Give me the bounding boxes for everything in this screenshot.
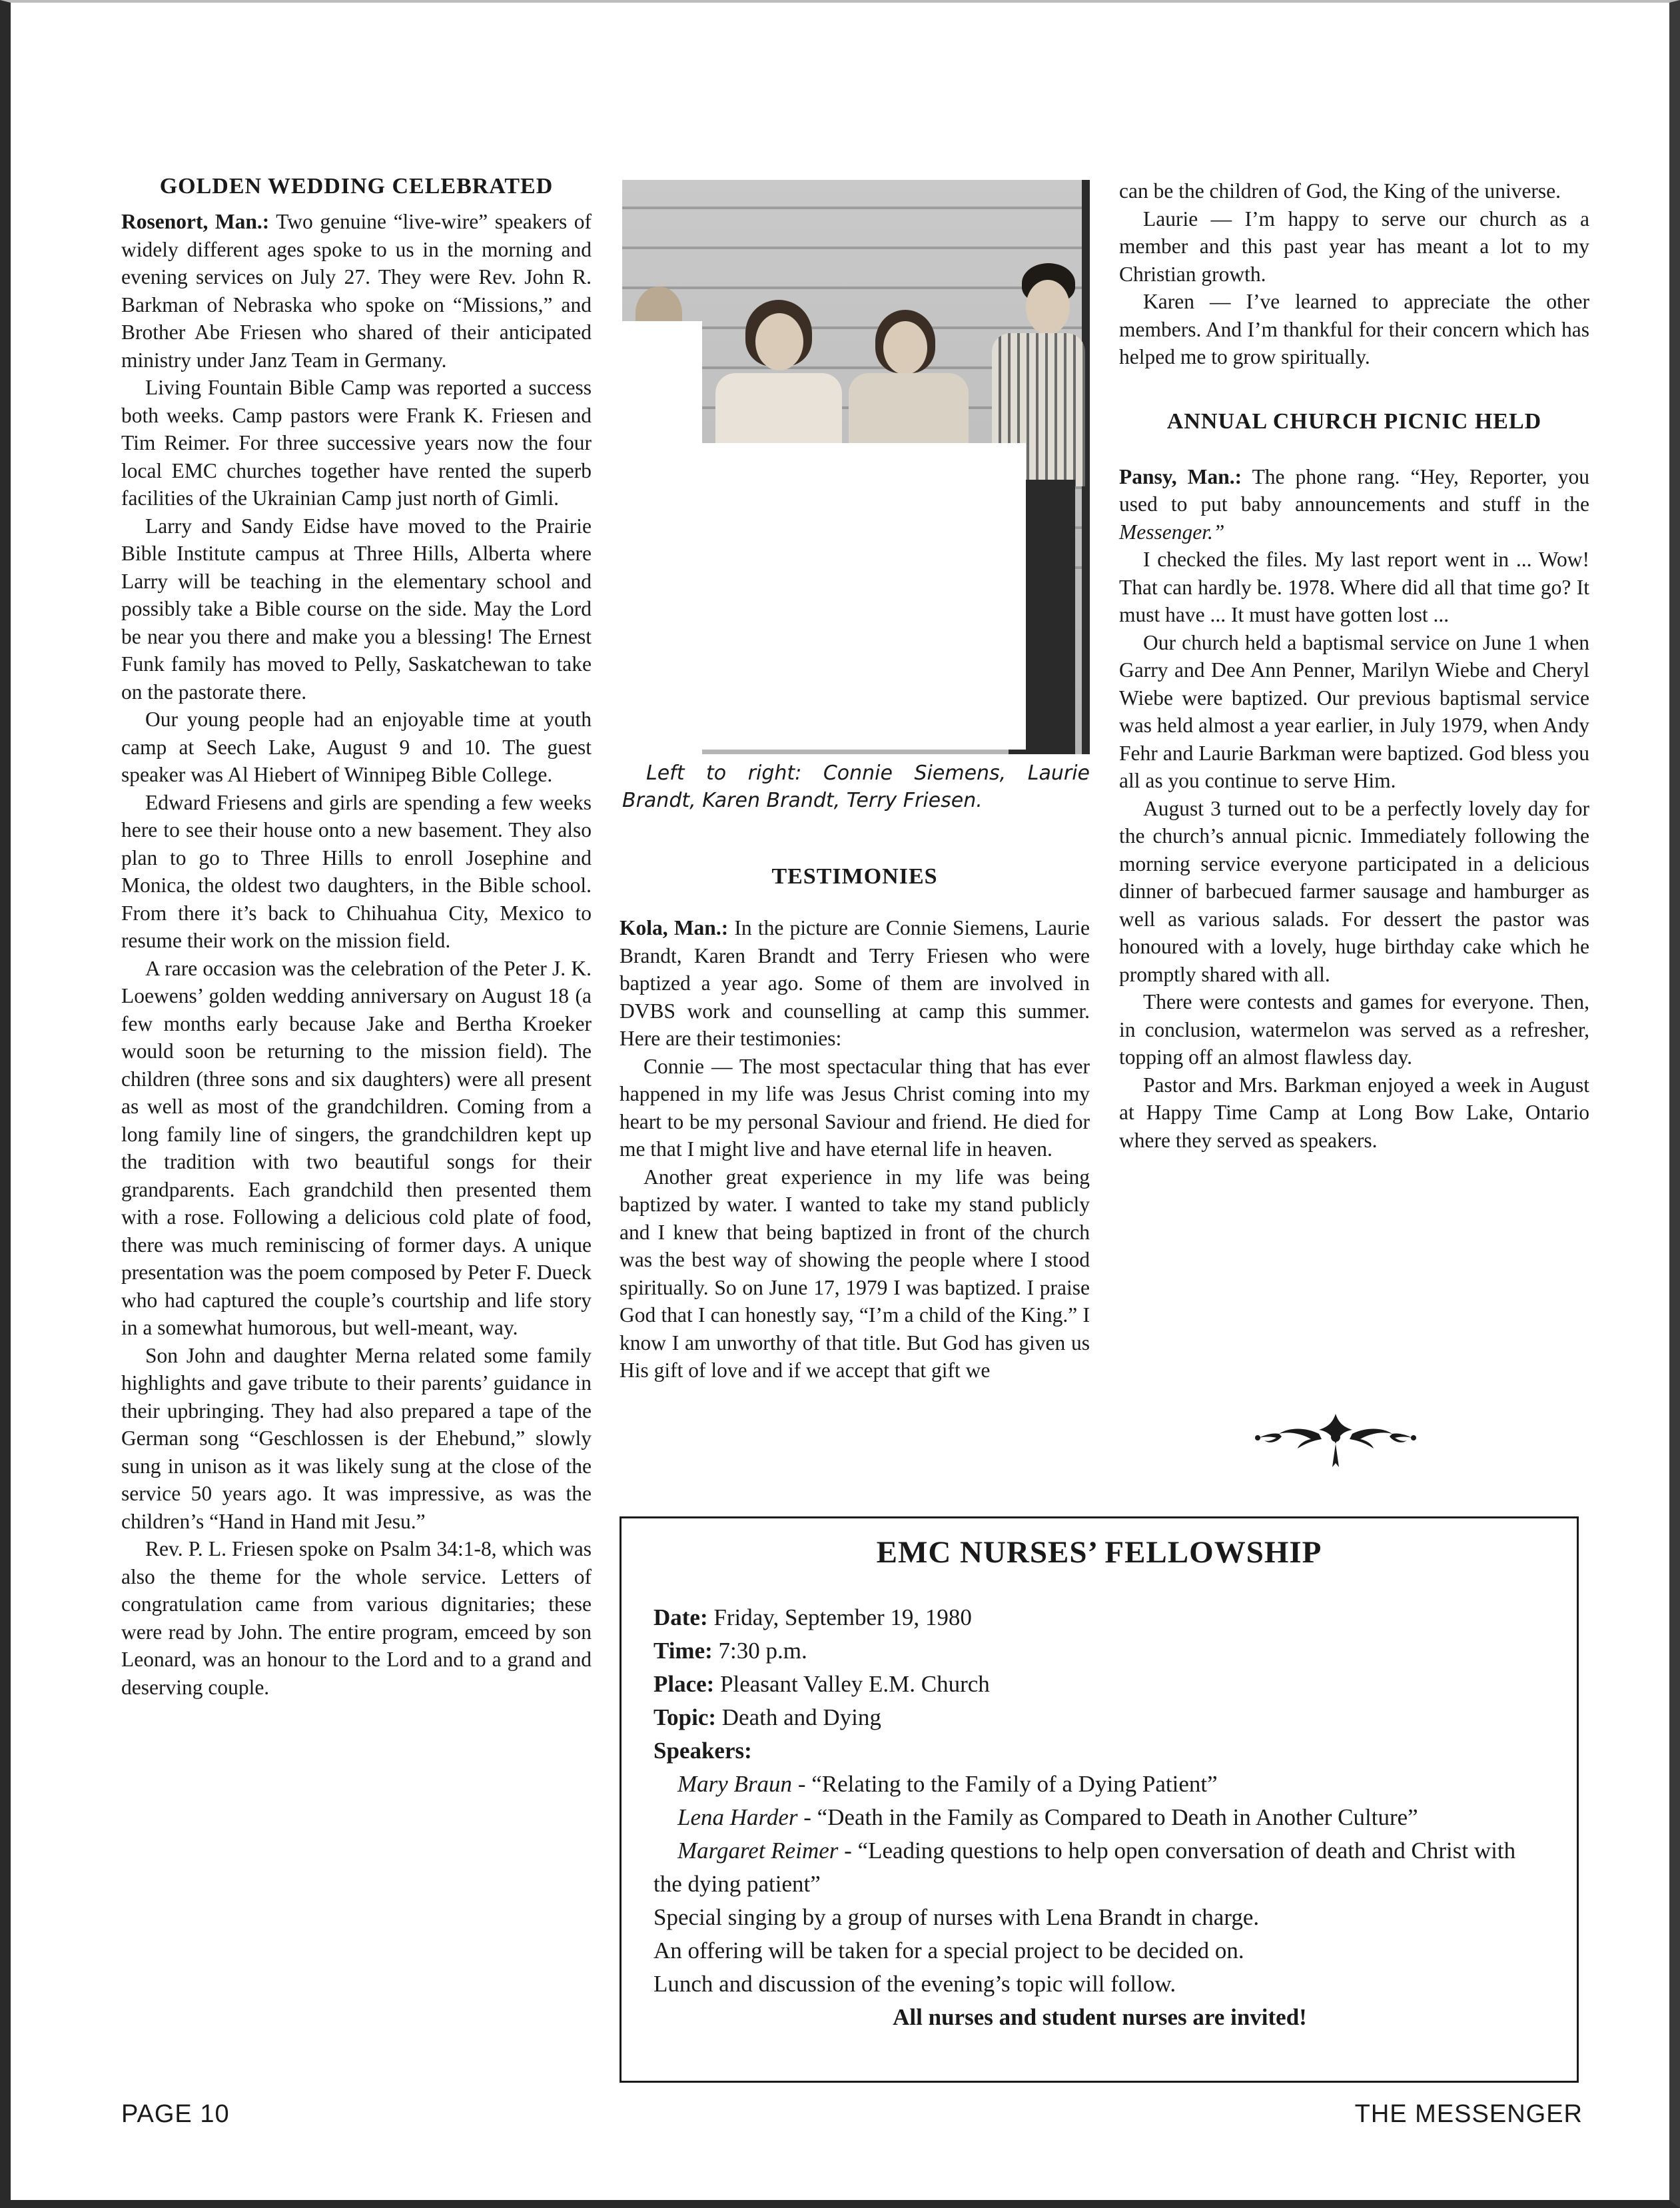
article-paragraph: Our church held a baptismal service on June 1 when Garry and Dee Ann Penner, Marilyn Wiebe and Cheryl Wiebe were baptized. Our previous baptismal service was held almost a year earlier, in July 1979, when Andy Fehr and Laurie Barkman were baptized. God bless you all as you continue to serve Him. <box>1119 630 1589 792</box>
article-paragraph: can be the children of God, the King of the universe. <box>1119 179 1561 203</box>
article-paragraph: Laurie — I’m happy to serve our church as a member and this past year has meant a lot to my Christian growth. <box>1119 207 1589 286</box>
nurses-fellowship-notice <box>620 1516 1579 2083</box>
notice-label: Time: <box>653 1638 713 1664</box>
speaker-entry <box>653 1801 1546 1834</box>
article-paragraph: A rare occasion was the celebration of the Peter J. K. Loewens’ golden wedding anniversary on August 18 (a few months early because Jake and Bertha Kroeker would soon be returning to the mission field). The children (three sons and six daughters) were all present as well as most of the grandchildren. Coming from a long family line of singers, the grandchildren kept up the tradition with two beautiful songs for their grandparents. Each grandchild then presented them with a rose. Following a delicious cold plate of food, there was much reminiscing of former days. A unique presentation was the poem composed by Peter F. Dueck who had captured the couple’s courtship and life story in a somewhat humorous, but well-meant, way. <box>121 956 592 1339</box>
notice-time <box>653 1634 1546 1668</box>
article-paragraph: I checked the files. My last report went in ... Wow! That can hardly be. 1978. Where did all that time go? It must have ... It must have gotten lost ... <box>1119 548 1589 626</box>
notice-label: Place: <box>653 1671 715 1697</box>
article-paragraph: Edward Friesens and girls are spending a few weeks here to see their house onto a new basement. They also plan to go to Three Hills to enroll Josephine and Monica, the oldest two daughters, in the Bible school. From there it’s back to Chihuahua City, Mexico to resume their work on the mission field. <box>121 790 592 952</box>
article-paragraph <box>620 914 1090 1053</box>
article-paragraph: Rev. P. L. Friesen spoke on Psalm 34:1-8, which was also the theme for the whole service. Letters of congratulation came from various dignitaries; these were read by John. The entire program, emceed by son Leonard, was an honour to the Lord and to a grand and deserving couple. <box>121 1537 592 1699</box>
notice-offering: An offering will be taken for a special project to be decided on. <box>653 1937 1244 1963</box>
article-paragraph: Connie — The most spectacular thing that has ever happened in my life was Jesus Christ coming into my heart to be my personal Saviour and friend. He died for me that I might live and have eternal life in heaven. <box>620 1054 1090 1161</box>
speaker-talk: - “Death in the Family as Compared to Death in Another Culture” <box>797 1804 1418 1830</box>
headline-annual-picnic: ANNUAL CHURCH PICNIC HELD <box>1166 408 1542 434</box>
speaker-talk: - “Leading questions to help open conversation of death and Christ with the dying patient” <box>653 1838 1516 1897</box>
notice-date <box>653 1601 1546 1634</box>
speaker-name: Mary Braun <box>677 1771 793 1797</box>
publication-name: Messenger.” <box>1119 520 1225 544</box>
group-photo <box>622 180 1090 754</box>
article-paragraph <box>1119 463 1589 546</box>
column-1 <box>121 173 592 1701</box>
headline-golden-wedding: GOLDEN WEDDING CELEBRATED <box>159 174 554 199</box>
article-paragraph: Another great experience in my life was being baptized by water. I wanted to take my stand publicly and I knew that being baptized in front of the church was the best way of showing the people where I stood spiritually. So on June 17, 1979 I was baptized. I praise God that I can honestly say, “I’m a child of the King.” I know I am unworthy of that title. But God has given us His gift of love and if we accept that gift we <box>620 1165 1090 1382</box>
dateline: Pansy, Man.: <box>1119 464 1242 488</box>
notice-title: EMC NURSES’ FELLOWSHIP <box>876 1535 1322 1570</box>
notice-lunch: Lunch and discussion of the evening’s topic will follow. <box>653 1971 1176 1997</box>
article-paragraph: Karen — I’ve learned to appreciate the other members. And I’m thankful for their concern which has helped me to grow spiritually. <box>1119 290 1589 368</box>
dateline: Rosenort, Man.: <box>121 210 270 233</box>
column-2 <box>620 863 1090 1384</box>
paragraph-text: The phone rang. “Hey, Reporter, you used to put baby announcements and stuff in the <box>1119 464 1589 516</box>
notice-singing: Special singing by a group of nurses with Lena Brandt in charge. <box>653 1904 1260 1930</box>
paragraph-text: In the picture are Connie Siemens, Laurie Brandt, Karen Brandt and Terry Friesen who were baptized a year ago. Some of them are involved in DVBS work and counselling at camp this summer. Here are their testimonies: <box>620 916 1090 1050</box>
notice-body <box>653 1601 1546 2034</box>
notice-label: Date: <box>653 1604 708 1630</box>
column-3 <box>1119 177 1589 1154</box>
speaker-entry <box>653 1768 1546 1801</box>
notice-label: Topic: <box>653 1704 717 1730</box>
article-paragraph: Son John and daughter Merna related some family highlights and gave tribute to their parents’ guidance in their upbringing. They had also prepared a tape of the German song “Geschlossen is der Ehebund,” slowly sung in unison as it was likely sung at the close of the service 50 years ago. It was impressive, as was the children’s “Hand in Hand mit Jesu.” <box>121 1343 592 1533</box>
headline-testimonies: TESTIMONIES <box>771 864 938 889</box>
notice-place <box>653 1668 1546 1701</box>
notice-invitation: All nurses and student nurses are invited! <box>893 2004 1307 2030</box>
article-paragraph: There were contests and games for everyone. Then, in conclusion, watermelon was served as a refresher, topping off an almost flawless day. <box>1119 990 1589 1069</box>
speaker-name: Lena Harder <box>677 1804 798 1830</box>
paragraph-text: Two genuine “live-wire” speakers of widely different ages spoke to us in the morning and evening services on July 27. They were Rev. John R. Barkman of Nebraska who spoke on “Missions,” and Brother Abe Friesen who shared of their anticipated ministry under Janz Team in Germany. <box>121 210 592 372</box>
notice-value: Death and Dying <box>716 1704 881 1730</box>
page-number: PAGE 10 <box>121 2100 230 2128</box>
article-paragraph: August 3 turned out to be a perfectly lovely day for the church’s annual picnic. Immediately following the morning service everyone participated in a delicious dinner of barbecued farmer sausage and hamburger as well as various salads. For dessert the pastor was honoured with a lovely, huge birthday cake which he promptly shared with all. <box>1119 796 1589 986</box>
article-paragraph: Our young people had an enjoyable time at youth camp at Seech Lake, August 9 and 10. The guest speaker was Al Hiebert of Winnipeg Bible College. <box>121 708 592 786</box>
notice-speakers-label: Speakers: <box>653 1738 752 1764</box>
notice-value: Friday, September 19, 1980 <box>707 1604 972 1630</box>
notice-value: 7:30 p.m. <box>712 1638 807 1664</box>
dateline: Kola, Man.: <box>620 916 729 939</box>
article-paragraph: Pastor and Mrs. Barkman enjoyed a week in August at Happy Time Camp at Long Bow Lake, Ontario where they served as speakers. <box>1119 1073 1589 1152</box>
article-paragraph <box>121 208 592 374</box>
publication-title: THE MESSENGER <box>1354 2100 1583 2128</box>
speaker-name: Margaret Reimer <box>677 1838 839 1864</box>
notice-topic <box>653 1701 1546 1734</box>
speaker-entry <box>653 1834 1546 1901</box>
photo-caption: Left to right: Connie Siemens, Laurie Brandt, Karen Brandt, Terry Friesen. <box>622 762 1090 812</box>
speaker-talk: - “Relating to the Family of a Dying Patient” <box>792 1771 1218 1797</box>
notice-value: Pleasant Valley E.M. Church <box>714 1671 990 1697</box>
decorative-ornament-icon <box>1252 1407 1419 1474</box>
article-paragraph: Living Fountain Bible Camp was reported a success both weeks. Camp pastors were Frank K. Friesen and Tim Reimer. For three successive years now the four local EMC churches together have rented the superb facilities of the Ukrainian Camp just north of Gimli. <box>121 376 592 510</box>
article-paragraph: Larry and Sandy Eidse have moved to the Prairie Bible Institute campus at Three Hills, Alberta where Larry will be teaching in the elementary school and possibly take a Bible course on the side. May the Lord be near you there and make you a blessing! The Ernest Funk family has moved to Pelly, Saskatchewan to take on the pastorate there. <box>121 514 592 704</box>
